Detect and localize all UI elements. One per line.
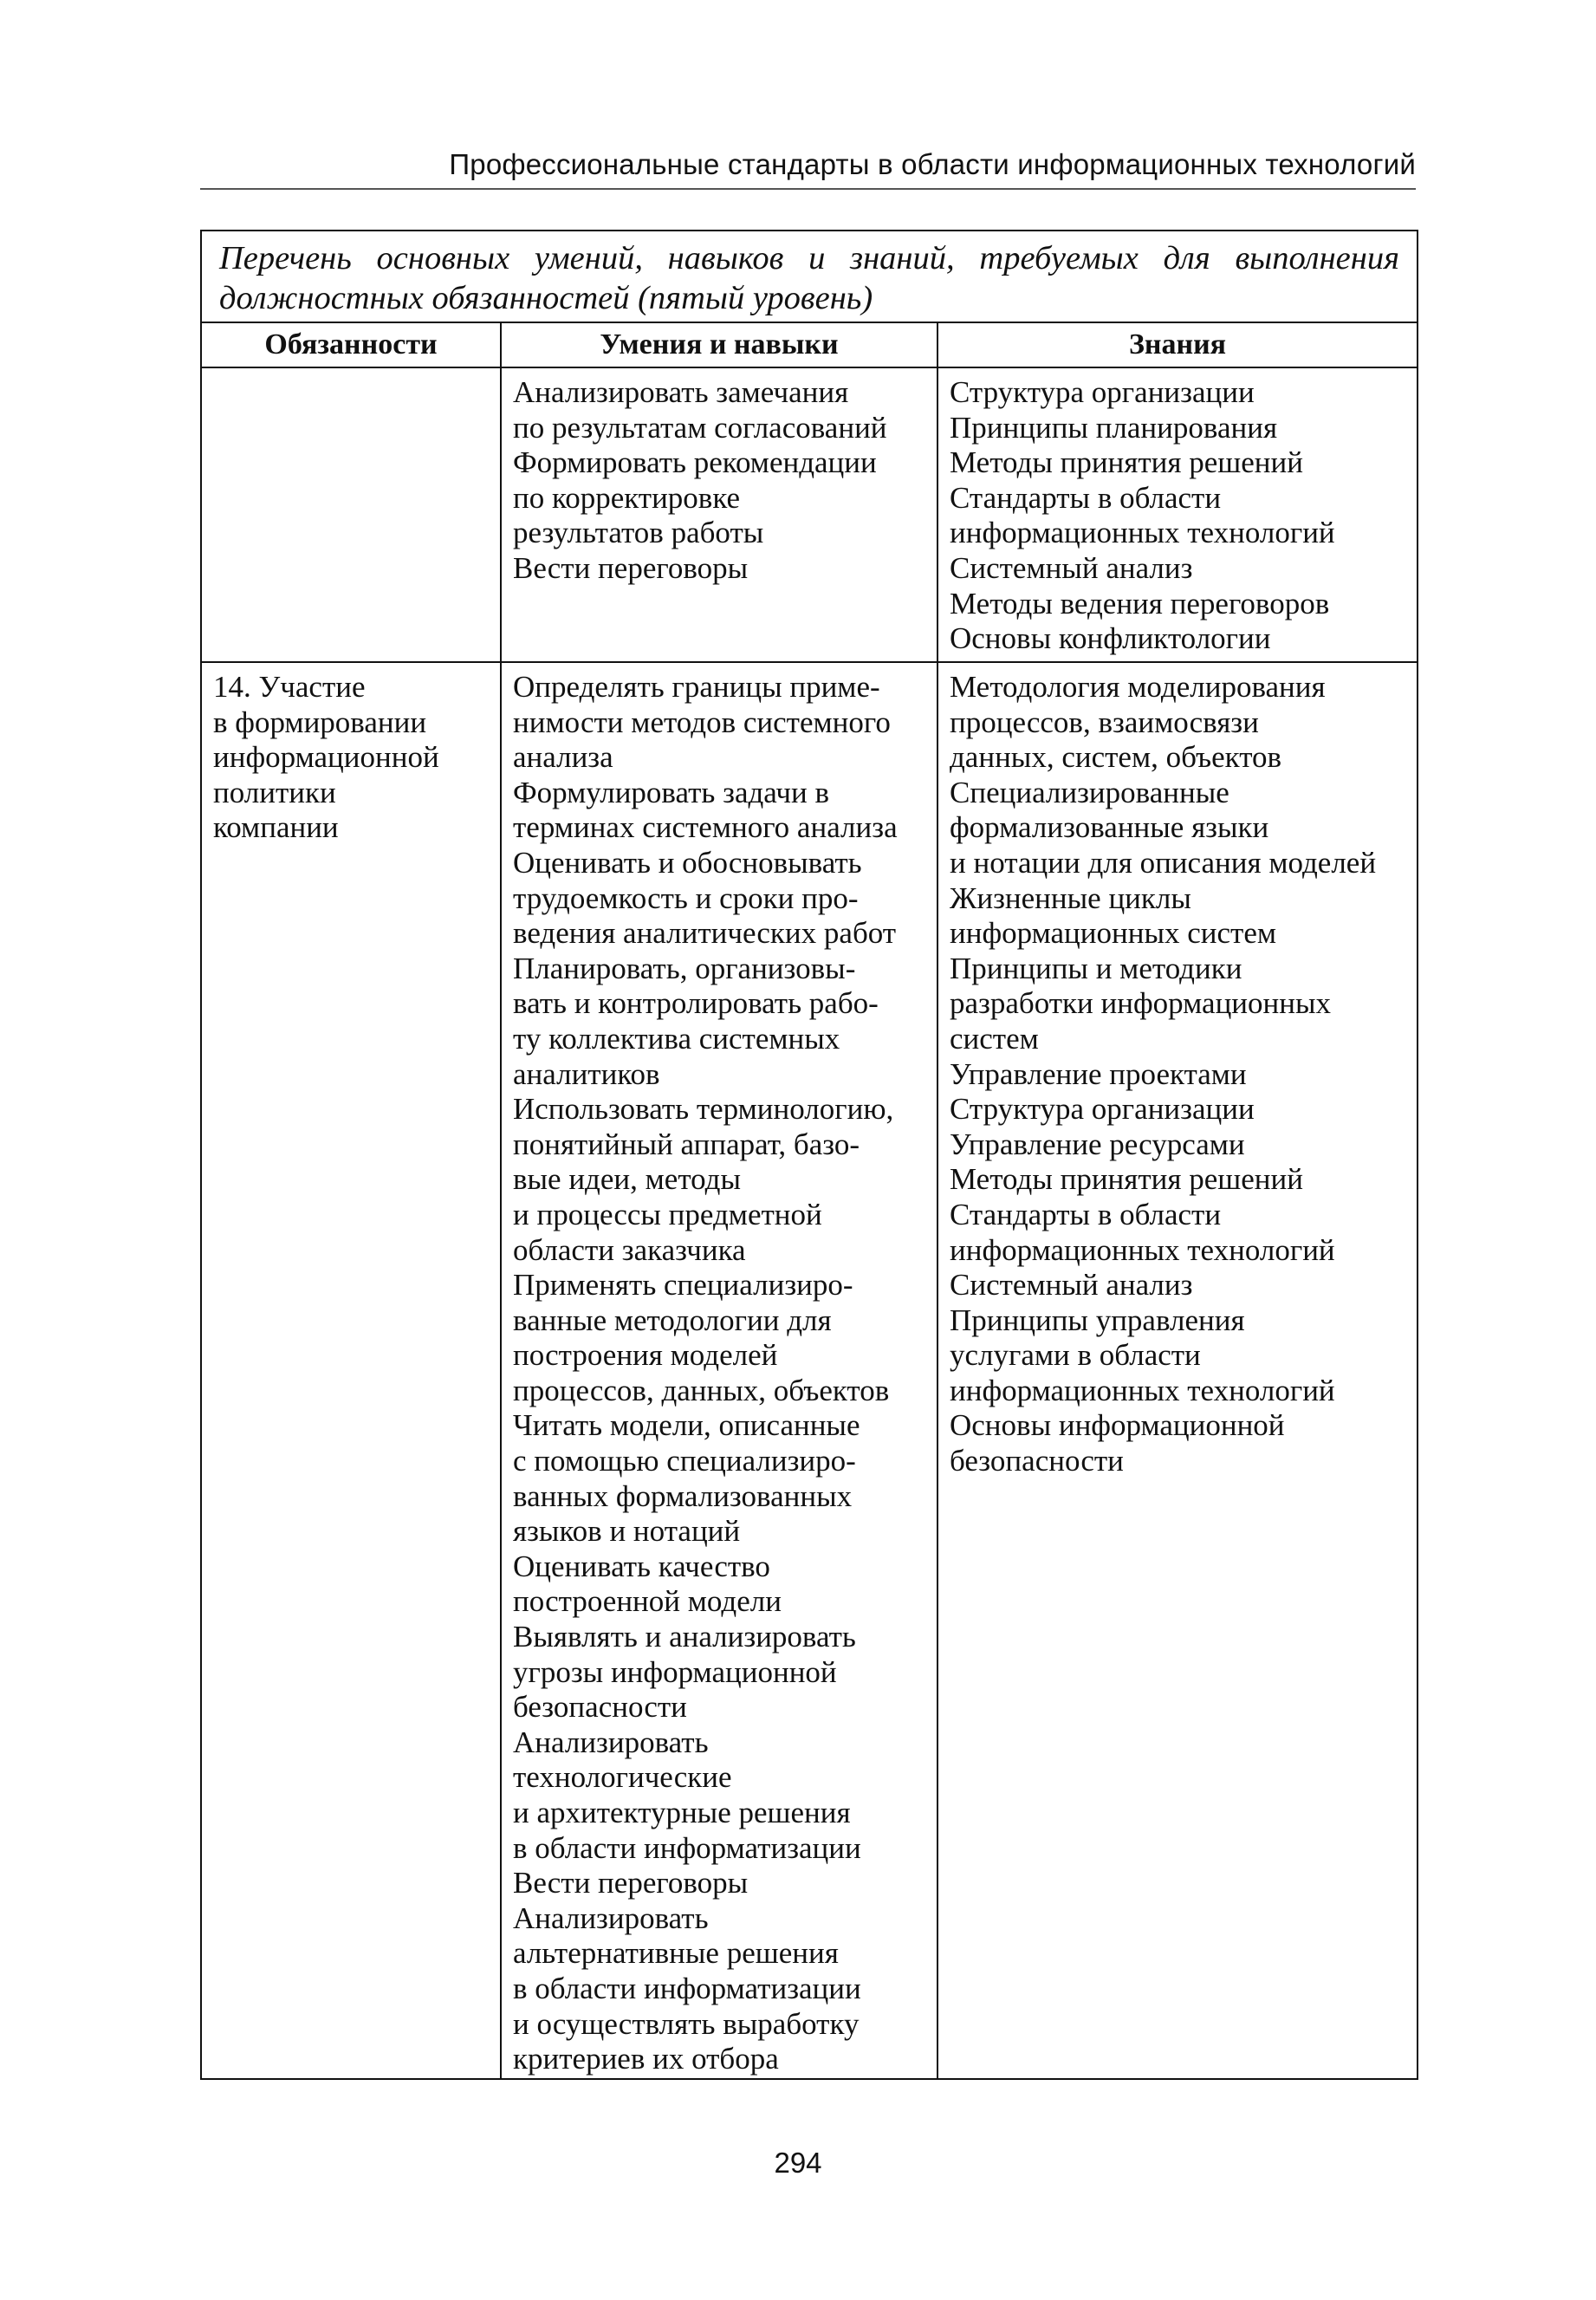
cell-line: вые идеи, методы [513,1162,741,1197]
cell-line: Методы принятия решений [950,1162,1303,1197]
cell-line: Выявлять и анализировать [513,1620,856,1654]
column-header-knowledge: Знания [937,322,1418,367]
cell-line: услугами в области [950,1338,1201,1373]
cell-line: по корректировке [513,480,741,515]
cell-line: анализа [513,740,613,775]
cell-line: Жизненные циклы [950,880,1191,915]
cell-line: терминах системного анализа [513,810,898,845]
cell-line: альтернативные решения [513,1936,839,1971]
cell-line: Вести переговоры [513,1866,749,1900]
cell-line: Читать модели, описанные [513,1408,860,1443]
cell-line: и процессы предметной [513,1197,822,1231]
table-caption: Перечень основных умений, навыков и знаний, требуемых для выполнения должностных обязанностей (пятый уровень) [201,231,1418,322]
cell-line: Методы ведения переговоров [950,586,1330,620]
cell-line: Вести переговоры [513,550,749,585]
cell-line: Принципы и методики [950,951,1242,985]
skills-cell [501,367,937,662]
header-rule [200,188,1416,190]
knowledge-cell [937,662,1418,2079]
cell-line: в области информатизации [513,1971,861,2005]
cell-line: аналитиков [513,1056,660,1091]
cell-line: процессов, данных, объектов [513,1373,890,1407]
cell-line: Методология моделирования [950,670,1326,704]
cell-line: компании [213,810,339,845]
cell-line: информационной [213,740,439,775]
cell-line: Управление проектами [950,1056,1247,1091]
cell-line: Анализировать [513,1725,709,1759]
column-header-skills: Умения и навыки [501,322,937,367]
table-row [201,367,1418,662]
cell-line: Структура организации [950,375,1255,409]
column-header-duties: Обязанности [201,322,501,367]
cell-line: построенной модели [513,1584,782,1619]
cell-line: и осуществлять выработку [513,2006,860,2041]
cell-line: по результатам согласований [513,410,887,445]
cell-line: информационных технологий [950,1232,1335,1267]
cell-line: систем [950,1021,1039,1056]
cell-line: нимости методов системного [513,705,891,739]
cell-line: Формулировать задачи в [513,775,830,809]
cell-line: Основы конфликтологии [950,621,1271,656]
cell-line: Анализировать [513,1900,709,1935]
cell-line: трудоемкость и сроки про- [513,880,859,915]
cell-line: безопасности [950,1444,1124,1478]
duty-cell [201,367,501,662]
cell-line: ту коллектива системных [513,1021,840,1056]
table-header-row [201,322,1418,367]
cell-line: информационных технологий [950,516,1335,550]
cell-line: Системный анализ [950,1268,1193,1303]
running-header: Профессиональные стандарты в области информационных технологий [449,148,1416,180]
cell-line: разработки информационных [950,986,1332,1021]
cell-line: Оценивать и обосновывать [513,845,862,880]
page-number: 294 [774,2147,822,2179]
cell-line: Принципы управления [950,1303,1245,1337]
cell-line: информационных систем [950,916,1277,951]
cell-line: Стандарты в области [950,1197,1222,1231]
cell-line: информационных технологий [950,1373,1335,1407]
cell-line: Анализировать замечания [513,375,849,409]
cell-line: формализованные языки [950,810,1269,845]
cell-line: технологические [513,1760,732,1795]
cell-line: Применять специализиро- [513,1268,853,1303]
cell-line: и архитектурные решения [513,1796,851,1829]
cell-line: процессов, взаимосвязи [950,705,1259,739]
duties-skills-knowledge-table [200,230,1418,2080]
cell-line: данных, систем, объектов [950,740,1282,775]
cell-line: угрозы информационной [513,1654,837,1689]
cell-line: Планировать, организовы- [513,951,856,985]
table-caption-row [201,231,1418,322]
cell-line: Системный анализ [950,550,1193,585]
cell-line: понятийный аппарат, базо- [513,1127,860,1161]
cell-line: Стандарты в области [950,480,1222,515]
cell-line: ведения аналитических работ [513,916,897,951]
cell-line: Специализированные [950,775,1229,809]
cell-line: Управление ресурсами [950,1127,1245,1161]
cell-line: политики [213,775,336,809]
cell-line: с помощью специализиро- [513,1444,856,1478]
cell-line: 14. Участие [213,670,366,704]
cell-line: вать и контролировать рабо- [513,986,879,1021]
cell-line: Основы информационной [950,1408,1285,1443]
cell-line: в формировании [213,705,427,739]
cell-line: языков и нотаций [513,1514,741,1549]
cell-line: результатов работы [513,516,764,550]
duty-cell [201,662,501,2079]
cell-line: построения моделей [513,1338,778,1373]
cell-line: Методы принятия решений [950,445,1303,480]
cell-line: Формировать рекомендации [513,445,877,480]
knowledge-cell [937,367,1418,662]
cell-line: ванные методологии для [513,1303,832,1337]
cell-line: Определять границы приме- [513,670,880,704]
table-row [201,662,1418,2079]
cell-line: Оценивать качество [513,1549,770,1583]
cell-line: ванных формализованных [513,1478,853,1513]
cell-line: и нотации для описания моделей [950,845,1377,880]
cell-line: Принципы планирования [950,410,1278,445]
cell-line: области заказчика [513,1232,746,1267]
cell-line: критериев их отбора [513,2042,779,2076]
cell-line: Использовать терминологию, [513,1092,894,1127]
cell-line: Структура организации [950,1092,1255,1127]
cell-line: в области информатизации [513,1830,861,1865]
cell-line: безопасности [513,1690,687,1725]
skills-cell [501,662,937,2079]
